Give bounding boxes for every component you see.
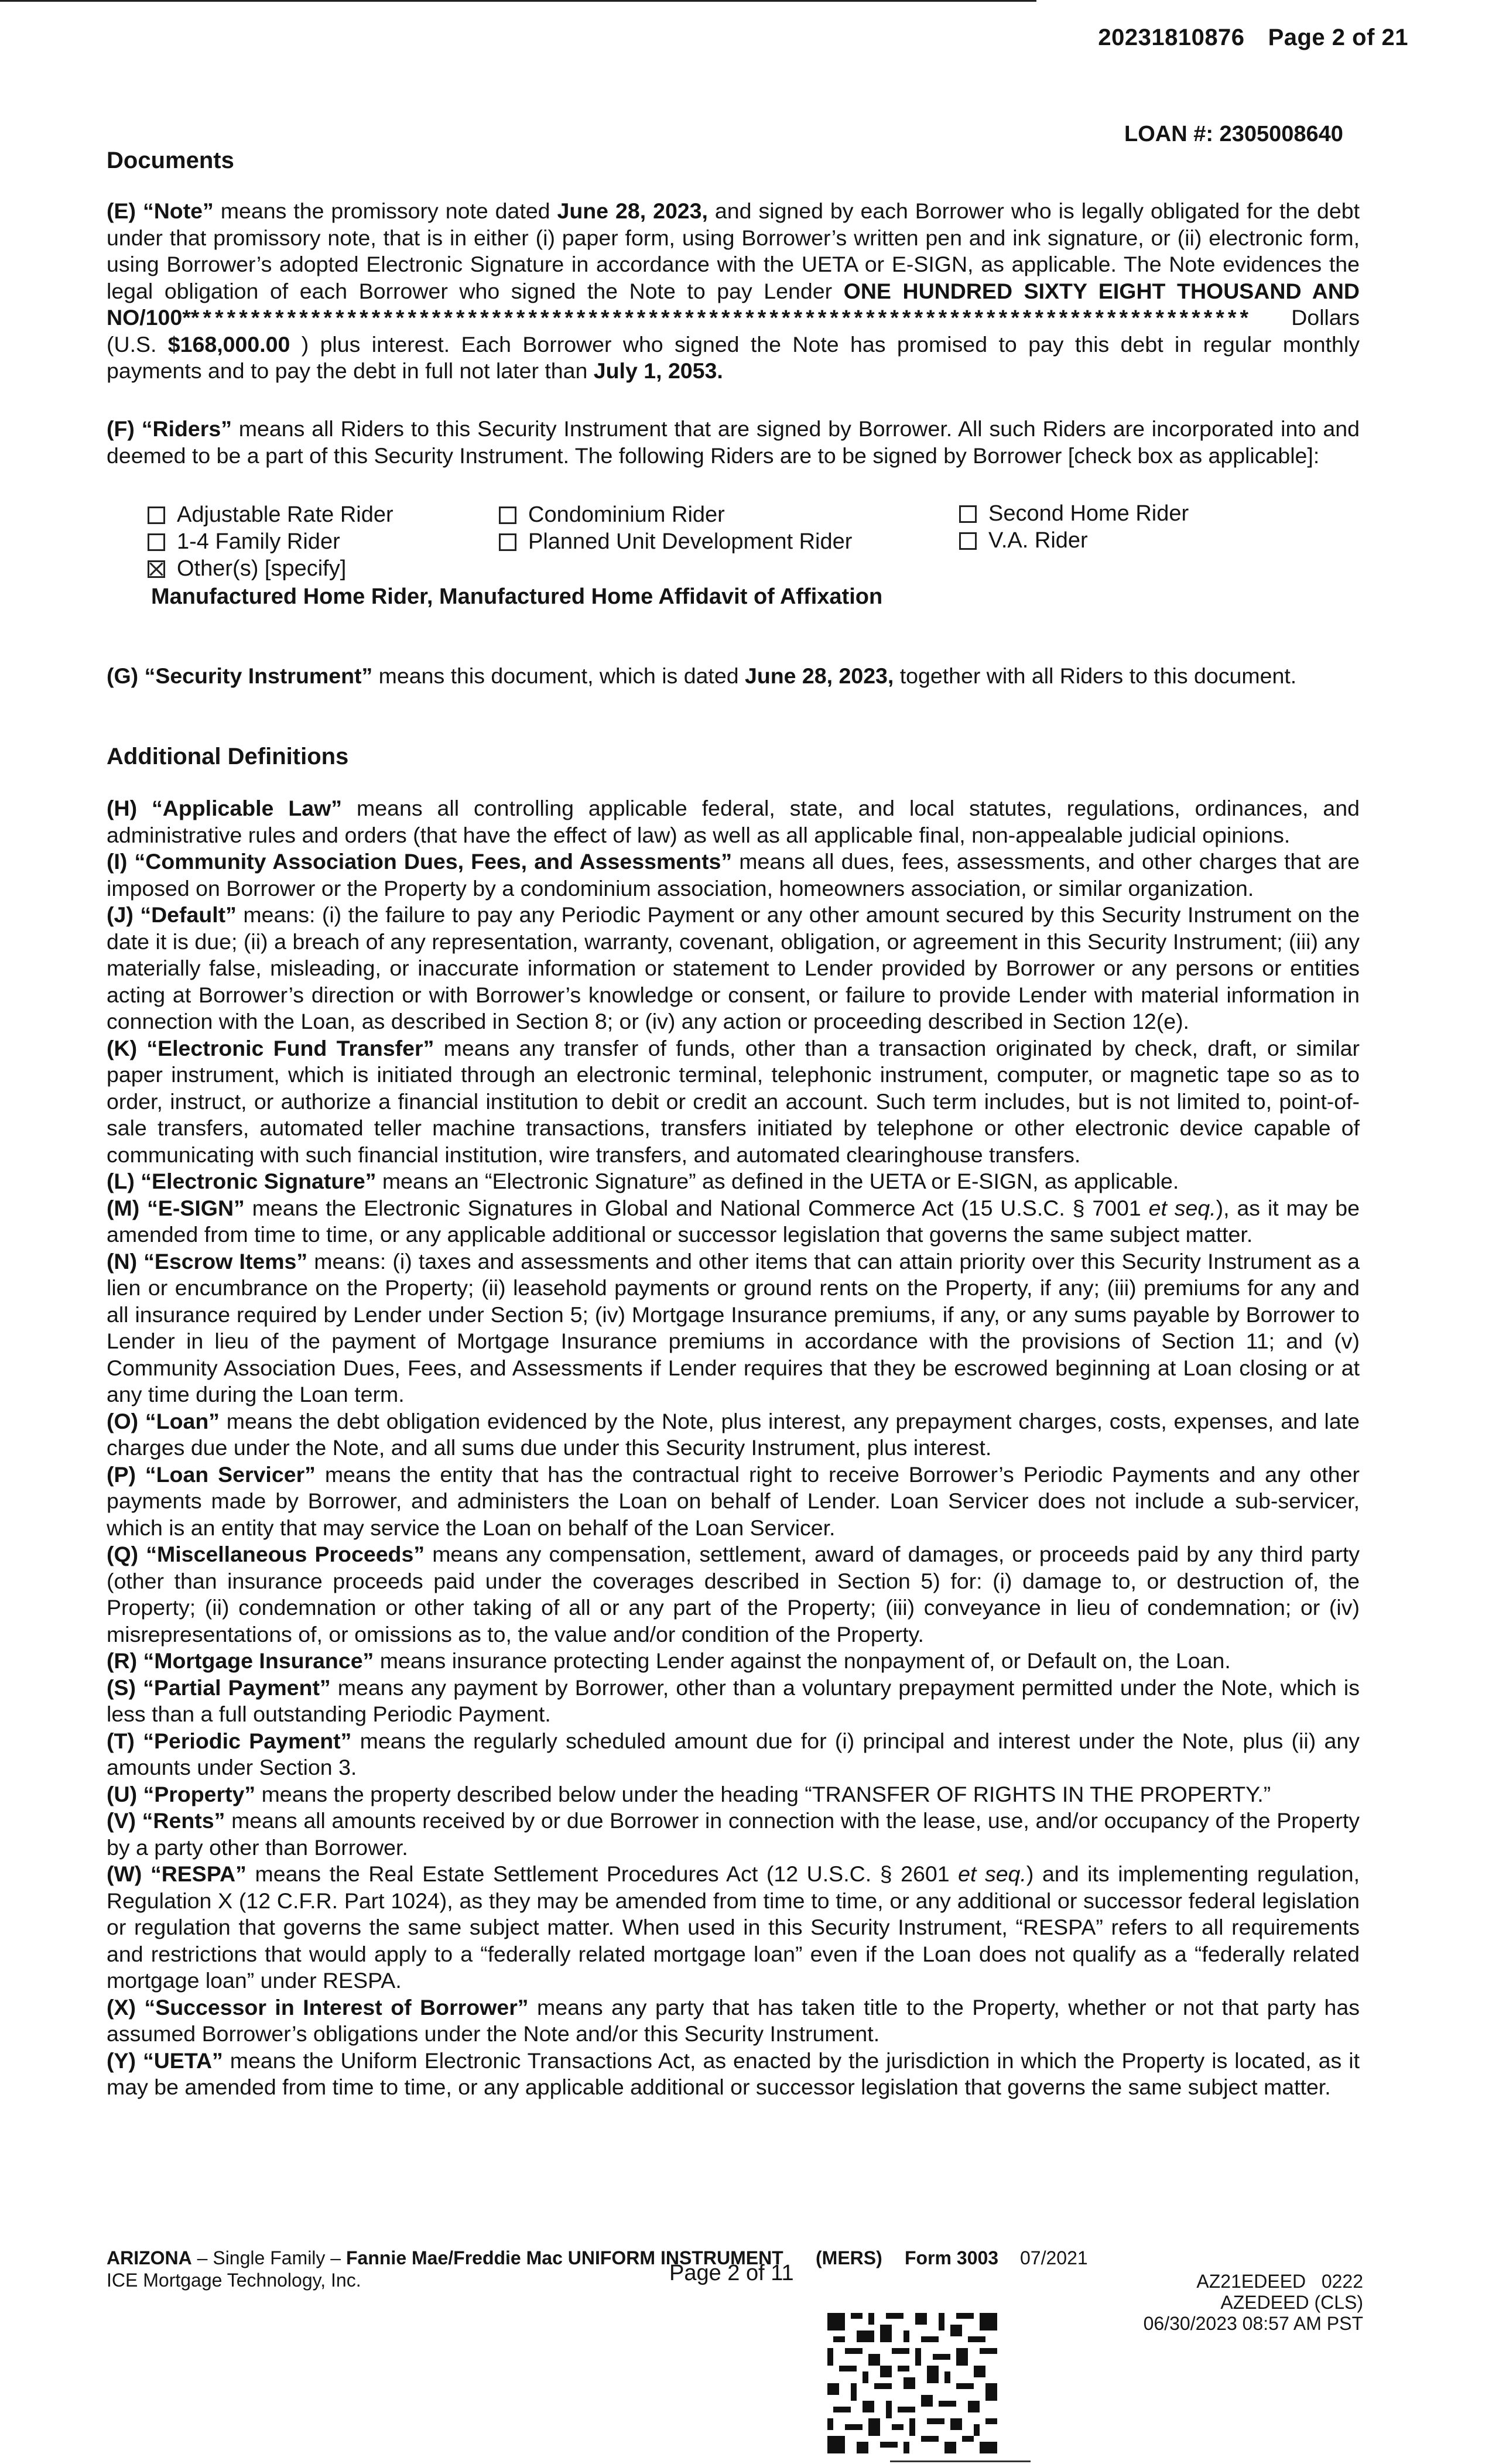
other-riders-specified: Manufactured Home Rider, Manufactured Home Affidavit of Affixation: [151, 584, 883, 609]
barcode-icon: [827, 2313, 997, 2453]
definition-property: (U) “Property” means the property described below under the heading “TRANSFER OF RIGHTS IN THE PROPERTY.”: [107, 1781, 1271, 1806]
document-number: 20231810876: [1098, 25, 1245, 50]
rider-checkbox-condominium[interactable]: Condominium Rider: [499, 501, 725, 528]
footer-page-number: Page 2 of 11: [669, 2261, 794, 2285]
footer-form-code: AZ21EDEED 0222: [1196, 2271, 1363, 2292]
checkbox-empty-icon: [959, 532, 977, 550]
footer-form-title: ARIZONA – Single Family – Fannie Mae/Freddie Mac UNIFORM INSTRUMENT: [107, 2247, 783, 2268]
checkbox-checked-icon: [148, 560, 165, 578]
rider-checkbox-adjustable-rate[interactable]: Adjustable Rate Rider: [148, 501, 393, 528]
checkbox-empty-icon: [148, 533, 165, 551]
rider-checkbox-1-4-family[interactable]: 1-4 Family Rider: [148, 528, 340, 555]
definition-periodic-payment: (T) “Periodic Payment” means the regularly scheduled amount due for (i) principal and interest under the Note, plus (ii) any amounts under Section 3.: [107, 1728, 1360, 1779]
footer-form-number: Form 3003: [905, 2247, 999, 2268]
footer-form-date: 07/2021: [1020, 2247, 1088, 2268]
section-heading-additional-definitions: Additional Definitions: [107, 744, 349, 769]
definition-loan: (O) “Loan” means the debt obligation evidenced by the Note, plus interest, any prepayment charges, costs, expenses, and late charges due under the Note, and all sums due under this Security Instrument, plus interest.: [107, 1408, 1360, 1460]
definition-term: (G) “Security Instrument”: [107, 663, 373, 688]
definition-ueta: (Y) “UETA” means the Uniform Electronic Transactions Act, as enacted by the jurisdiction in which the Property is located, as it may be amended from time to time, or any applicable additional or successor legislation that governs the same subject matter.: [107, 2048, 1360, 2099]
maturity-date: July 1, 2053.: [593, 358, 723, 383]
footer-timestamp: 06/30/2023 08:57 AM PST: [1143, 2313, 1363, 2334]
definition-escrow-items: (N) “Escrow Items” means: (i) taxes and assessments and other items that can attain priority over this Security Instrument as a lien or encumbrance on the Property; (ii) leasehold payments or ground rents on the Property, if any; (iii) premiums for any and all insurance required by Lender under Section 5; (iv) Mortgage Insurance premiums, if any, or any sums payable by Borrower to Lender in lieu of the payment of Mortgage Insurance premiums in accordance with the provisions of Section 11; and (v) Community Association Dues, Fees, and Assessments if Lender requires that they be escrowed beginning at Loan closing or at any time during the Loan term.: [107, 1248, 1360, 1406]
definition-loan-servicer: (P) “Loan Servicer” means the entity that has the contractual right to receive Borrower’s Periodic Payments and any other payments made by Borrower, and administers the Loan on behalf of Lender. Loan Servicer does not include a sub-servicer, which is an entity that may service the Loan on behalf of the Loan Servicer.: [107, 1462, 1360, 1540]
definition-term: (F) “Riders”: [107, 416, 232, 441]
loan-amount-words: ONE HUNDRED SIXTY EIGHT THOUSAND AND NO/100*: [107, 278, 1360, 330]
definition-partial-payment: (S) “Partial Payment” means any payment by Borrower, other than a voluntary prepayment permitted under the Note, which is less than a full outstanding Periodic Payment.: [107, 1675, 1360, 1726]
definition-riders: (F) “Riders” means all Riders to this Security Instrument that are signed by Borrower. All such Riders are incorporated into and deemed to be a part of this Security Instrument. The following Riders are to be signed by Borrower [check box as applicable]:: [107, 416, 1360, 468]
rider-checkbox-second-home[interactable]: Second Home Rider: [959, 500, 1189, 527]
bottom-scan-mark: [890, 2460, 1031, 2462]
definition-miscellaneous-proceeds: (Q) “Miscellaneous Proceeds” means any compensation, settlement, award of damages, or proceeds paid by any third party (other than insurance proceeds paid under the coverages described in Section 5) for: (i) damage to, or destruction of, the Property; (ii) condemnation or other taking of all or any part of the Property; (iii) conveyance in lieu of condemnation; or (iv) misrepresentations of, or omissions as to, the value and/or condition of the Property.: [107, 1542, 1360, 1647]
checkbox-empty-icon: [148, 507, 165, 524]
definition-respa: (W) “RESPA” means the Real Estate Settlement Procedures Act (12 U.S.C. § 2601 et seq.) and its implementing regulation, Regulation X (12 C.F.R. Part 1024), as they may be amended from time to time, or any additional or successor federal legislation or regulation that governs the same subject matter. When used in this Security Instrument, “RESPA” refers to all requirements and restrictions that would apply to a “federally related mortgage loan” even if the Loan does not qualify as a “federally related mortgage loan” under RESPA.: [107, 1861, 1360, 1993]
definition-electronic-signature: (L) “Electronic Signature” means an “Electronic Signature” as defined in the UETA or E-SIGN, as applicable.: [107, 1169, 1179, 1193]
loan-number: LOAN #: 2305008640: [1124, 122, 1343, 146]
checkbox-empty-icon: [959, 505, 977, 523]
definitions-list: [107, 795, 1360, 2101]
definition-e-sign: (M) “E-SIGN” means the Electronic Signatures in Global and National Commerce Act (15 U.S.C. § 7001 et seq.), as it may be amended from time to time, or any applicable additional or successor legislation that governs the same subject matter.: [107, 1195, 1360, 1247]
checkbox-empty-icon: [499, 533, 516, 551]
rider-checkbox-va[interactable]: V.A. Rider: [959, 527, 1088, 554]
section-heading-documents: Documents: [107, 148, 234, 173]
note-date: June 28, 2023,: [557, 199, 708, 223]
loan-amount: $168,000.00: [167, 331, 290, 357]
definition-security-instrument: (G) “Security Instrument” means this document, which is dated June 28, 2023, together with all Riders to this document.: [107, 663, 1297, 688]
footer-state: ARIZONA: [107, 2247, 192, 2268]
top-scan-border: [0, 0, 1036, 2]
definition-mortgage-insurance: (R) “Mortgage Insurance” means insurance protecting Lender against the nonpayment of, or Default on, the Loan.: [107, 1648, 1231, 1673]
security-instrument-date: June 28, 2023,: [744, 663, 894, 688]
definition-note: (E) “Note” means the promissory note dated June 28, 2023, and signed by each Borrower who is legally obligated for the debt under that promissory note, that is in either (i) paper form, using Borrower’s written pen and ink signature, or (ii) electronic form, using Borrower’s adopted Electronic Signature in accordance with the UETA or E-SIGN, as applicable. The Note evidences the legal obligation of each Borrower who signed the Note to pay Lender ONE HUNDRED SIXTY EIGHT THOUSAND AND NO/100***************************************************************************************** Dollars (U.S. $168,000.00 ) plus interest. Each Borrower who signed the Note has promised to pay this debt in regular monthly payments and to pay the debt in full not later than July 1, 2053.: [107, 199, 1360, 383]
checkbox-empty-icon: [499, 507, 516, 524]
definition-successor-in-interest: (X) “Successor in Interest of Borrower” means any party that has taken title to the Property, whether or not that party has assumed Borrower’s obligations under the Note and/or this Security Instrument.: [107, 1994, 1360, 2046]
footer-deed-code: AZEDEED (CLS): [1220, 2292, 1363, 2313]
definition-rents: (V) “Rents” means all amounts received by or due Borrower in connection with the lease, use, and/or occupancy of the Property by a party other than Borrower.: [107, 1808, 1360, 1860]
rider-checkbox-pud[interactable]: Planned Unit Development Rider: [499, 528, 852, 555]
footer-mers: (MERS): [816, 2247, 882, 2268]
definition-default: (J) “Default” means: (i) the failure to pay any Periodic Payment or any other amount secured by this Security Instrument on the date it is due; (ii) a breach of any representation, warranty, covenant, obligation, or agreement in this Security Instrument; (iii) any materially false, misleading, or inaccurate information or statement to Lender provided by Borrower or any persons or entities acting at Borrower’s direction or with Borrower’s knowledge or consent, or failure to provide Lender with material information in connection with the Loan, as described in Section 8; or (iv) any action or proceeding described in Section 12(e).: [107, 902, 1360, 1033]
recording-number-header: [1098, 25, 1408, 51]
page-of-total: Page 2 of 21: [1268, 25, 1408, 50]
definition-electronic-fund-transfer: (K) “Electronic Fund Transfer” means any transfer of funds, other than a transaction originated by check, draft, or similar paper instrument, which is initiated through an electronic terminal, telephonic instrument, computer, or magnetic tape so as to order, instruct, or authorize a financial institution to debit or credit an account. Such term includes, but is not limited to, point-of-sale transfers, automated teller machine transactions, transfers initiated by telephone or other electronic device capable of communicating with such financial institution, wire transfers, and automated clearinghouse transfers.: [107, 1035, 1360, 1167]
definition-community-association-dues: (I) “Community Association Dues, Fees, and Assessments” means all dues, fees, assessments, and other charges that are imposed on Borrower or the Property by a condominium association, homeowners association, or similar organization.: [107, 849, 1360, 901]
star-fill: ****************************************************************************************: [190, 305, 1252, 330]
definition-applicable-law: (H) “Applicable Law” means all controlling applicable federal, state, and local statutes, regulations, ordinances, and administrative rules and orders (that have the effect of law) as well as all applicable final, non-appealable judicial opinions.: [107, 796, 1360, 847]
definition-term: (E) “Note”: [107, 199, 214, 223]
rider-checkbox-others[interactable]: Other(s) [specify]: [148, 555, 346, 582]
footer-company: ICE Mortgage Technology, Inc.: [107, 2270, 361, 2291]
